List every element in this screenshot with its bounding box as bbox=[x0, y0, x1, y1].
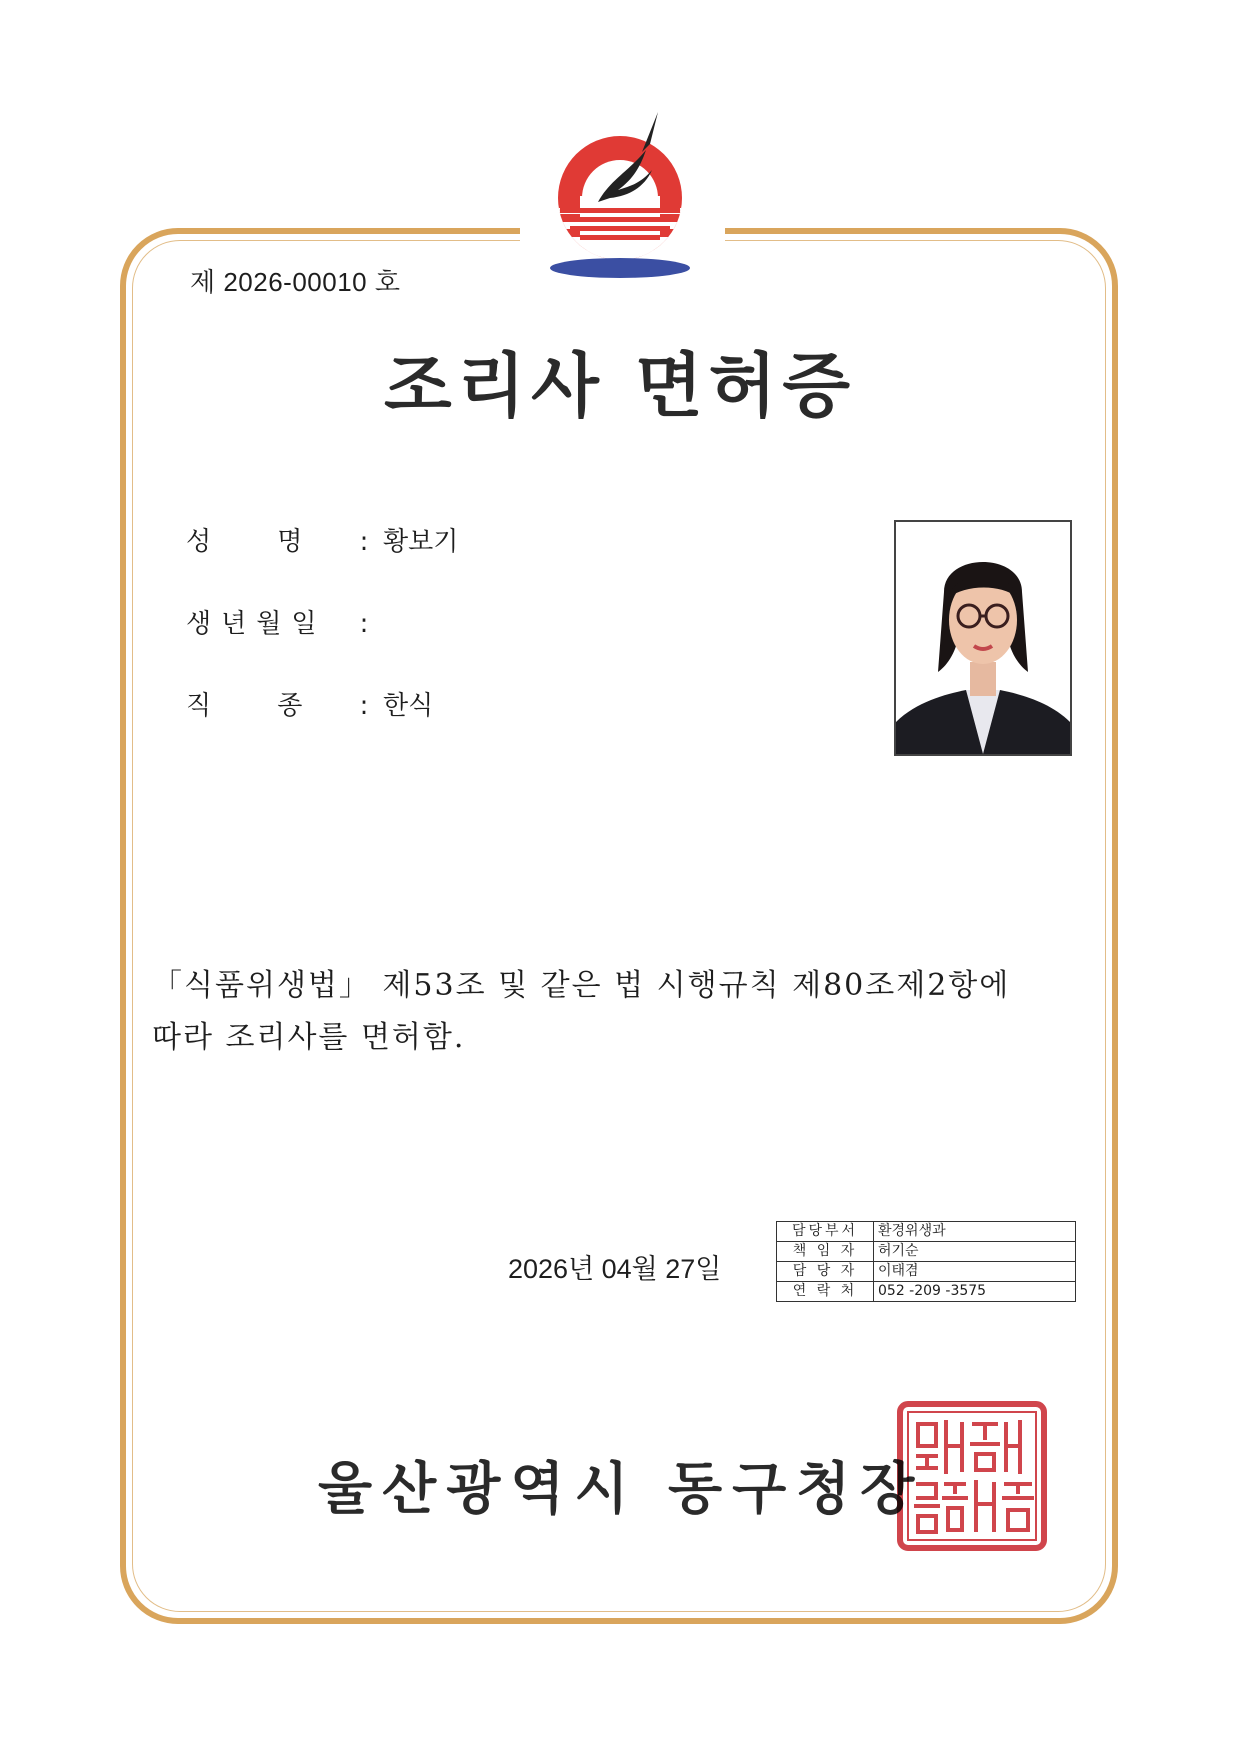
official-seal-icon bbox=[896, 1400, 1048, 1552]
contact-value: 허기순 bbox=[874, 1242, 1076, 1262]
serial-number: 제 2026-00010 호 bbox=[190, 267, 401, 297]
city-emblem-icon bbox=[540, 110, 700, 295]
statement-line-2: 따라 조리사를 면허함. bbox=[152, 1020, 466, 1055]
table-row bbox=[777, 1242, 1076, 1262]
contact-label: 담당부서 bbox=[777, 1222, 874, 1242]
contact-value: 052 -209 -3575 bbox=[874, 1282, 1076, 1302]
contact-value: 이태겸 bbox=[874, 1262, 1076, 1282]
job-label: 직 종 bbox=[186, 691, 303, 721]
job-value: 한식 bbox=[383, 691, 434, 721]
table-row bbox=[777, 1282, 1076, 1302]
table-row bbox=[777, 1222, 1076, 1242]
birth-colon: : bbox=[359, 609, 369, 639]
holder-photo bbox=[894, 520, 1072, 756]
job-row bbox=[186, 688, 433, 724]
contact-table bbox=[776, 1221, 1076, 1302]
contact-value: 환경위생과 bbox=[874, 1222, 1076, 1242]
contact-label: 연 락 처 bbox=[777, 1282, 874, 1302]
name-label: 성 명 bbox=[186, 527, 303, 557]
issuer-name: 울산광역시 동구청장 bbox=[318, 1457, 925, 1522]
license-statement bbox=[152, 960, 1112, 1064]
contact-label: 책 임 자 bbox=[777, 1242, 874, 1262]
issue-date: 2026년 04월 27일 bbox=[508, 1254, 722, 1284]
birth-row bbox=[186, 606, 383, 642]
name-row bbox=[186, 524, 458, 560]
birth-label: 생년월일 bbox=[186, 609, 327, 639]
table-row bbox=[777, 1262, 1076, 1282]
name-value: 황보기 bbox=[383, 527, 459, 557]
job-colon: : bbox=[359, 691, 369, 721]
page-title: 조리사 면허증 bbox=[383, 345, 857, 427]
name-colon: : bbox=[359, 527, 369, 557]
contact-label: 담 당 자 bbox=[777, 1262, 874, 1282]
statement-line-1: 「식품위생법」 제53조 및 같은 법 시행규칙 제80조제2항에 bbox=[152, 968, 1011, 1003]
